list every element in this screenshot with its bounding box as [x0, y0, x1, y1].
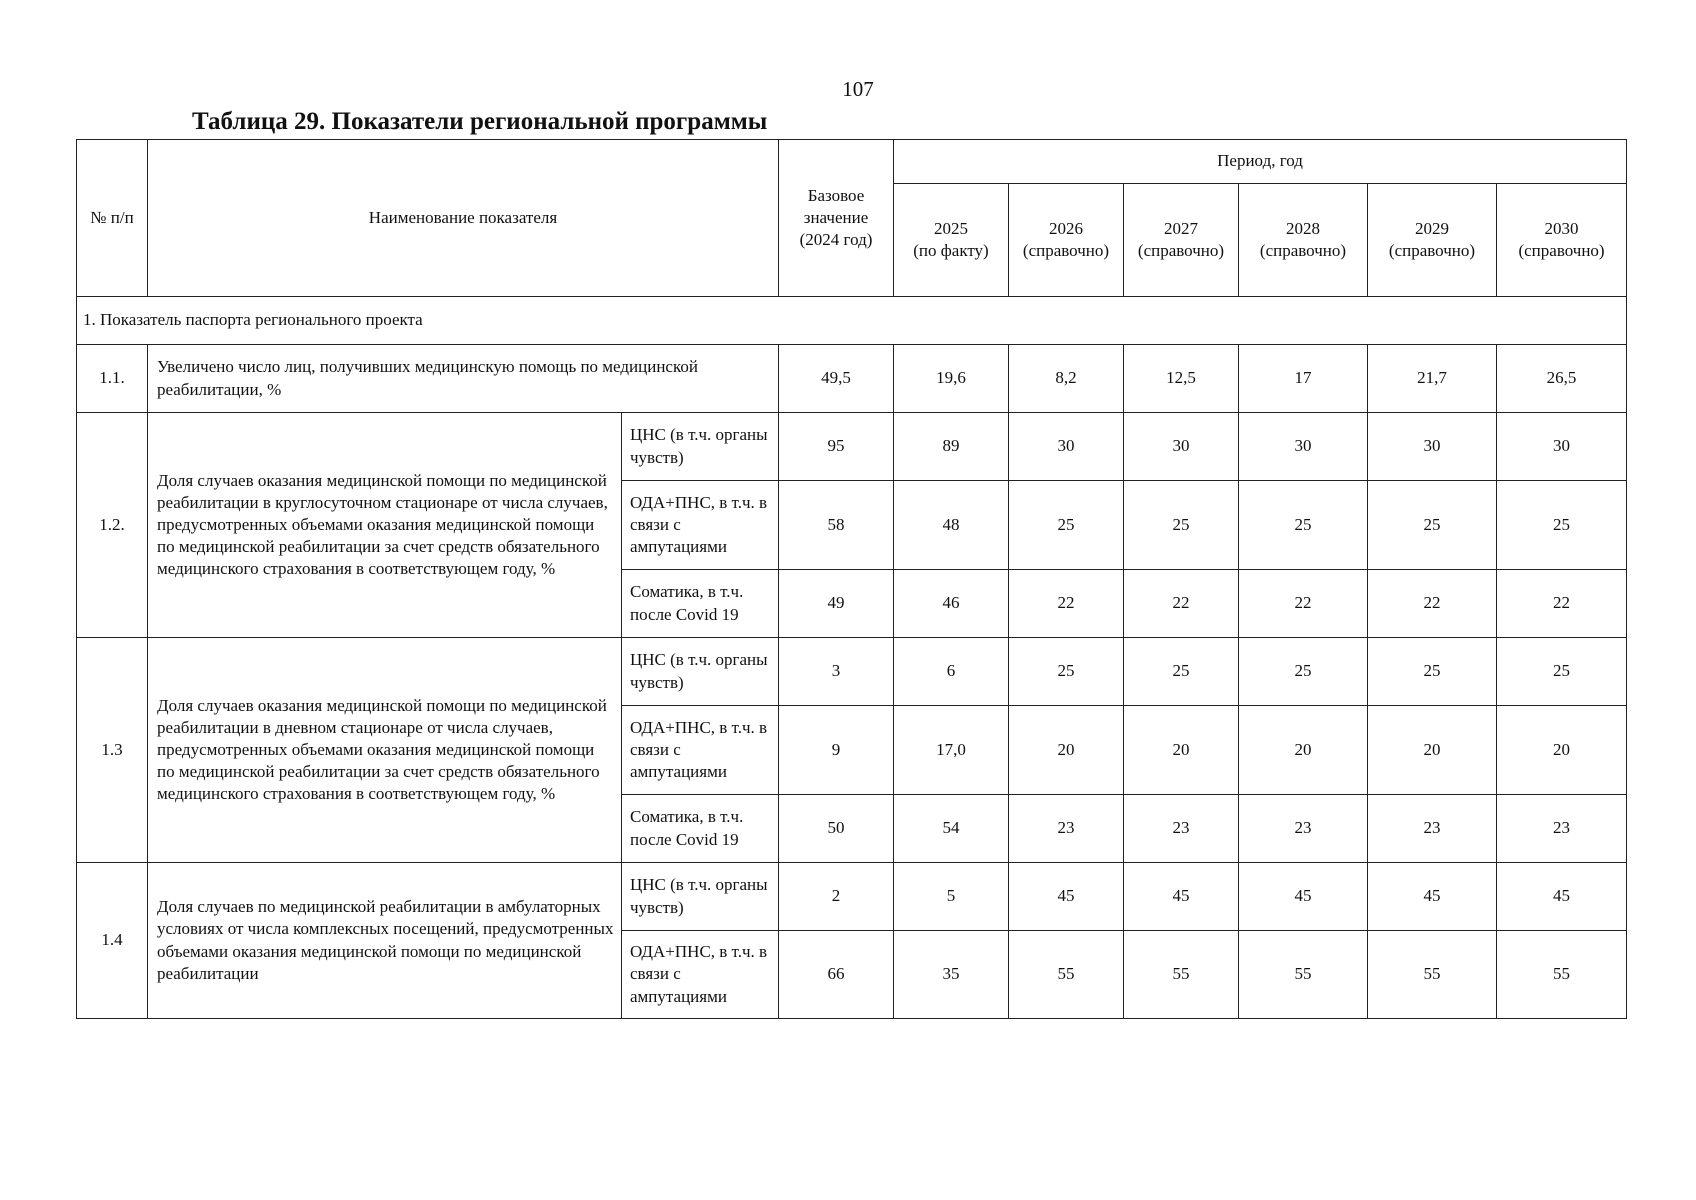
value-cell: 45	[1497, 863, 1627, 931]
value-cell: 25	[1124, 638, 1239, 706]
subcategory-label: Соматика, в т.ч. после Covid 19	[622, 570, 779, 638]
value-cell: 25	[1009, 638, 1124, 706]
section-row	[77, 297, 1627, 345]
value-cell: 17,0	[894, 706, 1009, 795]
value-cell: 20	[1239, 706, 1368, 795]
value-cell: 22	[1239, 570, 1368, 638]
table-row	[77, 863, 1627, 931]
value-cell: 30	[1124, 413, 1239, 481]
subcategory-label: ОДА+ПНС, в т.ч. в связи с ампутациями	[622, 931, 779, 1019]
value-cell: 66	[779, 931, 894, 1019]
value-cell: 58	[779, 481, 894, 570]
header-year-2029: 2029 (справочно)	[1368, 184, 1497, 297]
row-num: 1.3	[77, 638, 148, 863]
indicators-table	[76, 139, 1627, 1019]
value-cell: 55	[1368, 931, 1497, 1019]
value-cell: 30	[1009, 413, 1124, 481]
value-cell: 30	[1368, 413, 1497, 481]
row-num: 1.4	[77, 863, 148, 1019]
value-cell: 19,6	[894, 345, 1009, 413]
value-cell: 5	[894, 863, 1009, 931]
value-cell: 30	[1497, 413, 1627, 481]
header-year-2025: 2025 (по факту)	[894, 184, 1009, 297]
subcategory-label: ОДА+ПНС, в т.ч. в связи с ампутациями	[622, 706, 779, 795]
header-row	[77, 140, 1627, 184]
header-base: Базовое значение (2024 год)	[779, 140, 894, 297]
value-cell: 25	[1497, 638, 1627, 706]
value-cell: 25	[1124, 481, 1239, 570]
value-cell: 8,2	[1009, 345, 1124, 413]
value-cell: 45	[1124, 863, 1239, 931]
value-cell: 25	[1009, 481, 1124, 570]
value-cell: 17	[1239, 345, 1368, 413]
value-cell: 55	[1124, 931, 1239, 1019]
value-cell: 25	[1368, 481, 1497, 570]
value-cell: 89	[894, 413, 1009, 481]
value-cell: 45	[1239, 863, 1368, 931]
value-cell: 49,5	[779, 345, 894, 413]
header-num: № п/п	[77, 140, 148, 297]
value-cell: 46	[894, 570, 1009, 638]
header-name: Наименование показателя	[148, 140, 779, 297]
value-cell: 20	[1124, 706, 1239, 795]
value-cell: 55	[1239, 931, 1368, 1019]
value-cell: 23	[1368, 795, 1497, 863]
subcategory-label: ОДА+ПНС, в т.ч. в связи с ампутациями	[622, 481, 779, 570]
value-cell: 45	[1009, 863, 1124, 931]
value-cell: 23	[1497, 795, 1627, 863]
value-cell: 22	[1009, 570, 1124, 638]
indicator-name: Доля случаев по медицинской реабилитации в амбулаторных условиях от числа комплексных посещений, предусмотренных объемами оказания медицинской помощи по медицинской реабилитации	[148, 863, 622, 1019]
table-row	[77, 413, 1627, 481]
page-number: 107	[842, 77, 874, 101]
value-cell: 22	[1368, 570, 1497, 638]
value-cell: 21,7	[1368, 345, 1497, 413]
value-cell: 12,5	[1124, 345, 1239, 413]
value-cell: 50	[779, 795, 894, 863]
value-cell: 48	[894, 481, 1009, 570]
value-cell: 25	[1368, 638, 1497, 706]
value-cell: 30	[1239, 413, 1368, 481]
header-period: Период, год	[894, 140, 1627, 184]
row-num: 1.1.	[77, 345, 148, 413]
value-cell: 20	[1497, 706, 1627, 795]
value-cell: 25	[1497, 481, 1627, 570]
subcategory-label: ЦНС (в т.ч. органы чувств)	[622, 413, 779, 481]
indicator-name: Доля случаев оказания медицинской помощи по медицинской реабилитации в круглосуточном стационаре от числа случаев, предусмотренных объемами оказания медицинской помощи по медицинской реабилитации за счет средств обязательного медицинского страхования в соответствующем году, %	[148, 413, 622, 638]
row-num: 1.2.	[77, 413, 148, 638]
table-title: Таблица 29. Показатели региональной программы	[192, 108, 768, 135]
value-cell: 55	[1497, 931, 1627, 1019]
value-cell: 20	[1009, 706, 1124, 795]
value-cell: 45	[1368, 863, 1497, 931]
indicator-name: Доля случаев оказания медицинской помощи по медицинской реабилитации в дневном стационаре от числа случаев, предусмотренных объемами оказания медицинской помощи по медицинской реабилитации за счет средств обязательного медицинского страхования в соответствующем году, %	[148, 638, 622, 863]
header-year-2030: 2030 (справочно)	[1497, 184, 1627, 297]
subcategory-label: ЦНС (в т.ч. органы чувств)	[622, 863, 779, 931]
value-cell: 23	[1124, 795, 1239, 863]
value-cell: 2	[779, 863, 894, 931]
value-cell: 54	[894, 795, 1009, 863]
value-cell: 25	[1239, 638, 1368, 706]
value-cell: 23	[1009, 795, 1124, 863]
value-cell: 22	[1124, 570, 1239, 638]
value-cell: 95	[779, 413, 894, 481]
indicator-name: Увеличено число лиц, получивших медицинскую помощь по медицинской реабилитации, %	[148, 345, 779, 413]
subcategory-label: ЦНС (в т.ч. органы чувств)	[622, 638, 779, 706]
table-row	[77, 345, 1627, 413]
section-title: 1. Показатель паспорта регионального проекта	[77, 297, 1627, 345]
value-cell: 35	[894, 931, 1009, 1019]
value-cell: 9	[779, 706, 894, 795]
header-year-2027: 2027 (справочно)	[1124, 184, 1239, 297]
value-cell: 20	[1368, 706, 1497, 795]
value-cell: 25	[1239, 481, 1368, 570]
value-cell: 3	[779, 638, 894, 706]
value-cell: 26,5	[1497, 345, 1627, 413]
header-year-2028: 2028 (справочно)	[1239, 184, 1368, 297]
value-cell: 23	[1239, 795, 1368, 863]
value-cell: 22	[1497, 570, 1627, 638]
value-cell: 49	[779, 570, 894, 638]
value-cell: 6	[894, 638, 1009, 706]
subcategory-label: Соматика, в т.ч. после Covid 19	[622, 795, 779, 863]
table-row	[77, 638, 1627, 706]
header-year-2026: 2026 (справочно)	[1009, 184, 1124, 297]
value-cell: 55	[1009, 931, 1124, 1019]
